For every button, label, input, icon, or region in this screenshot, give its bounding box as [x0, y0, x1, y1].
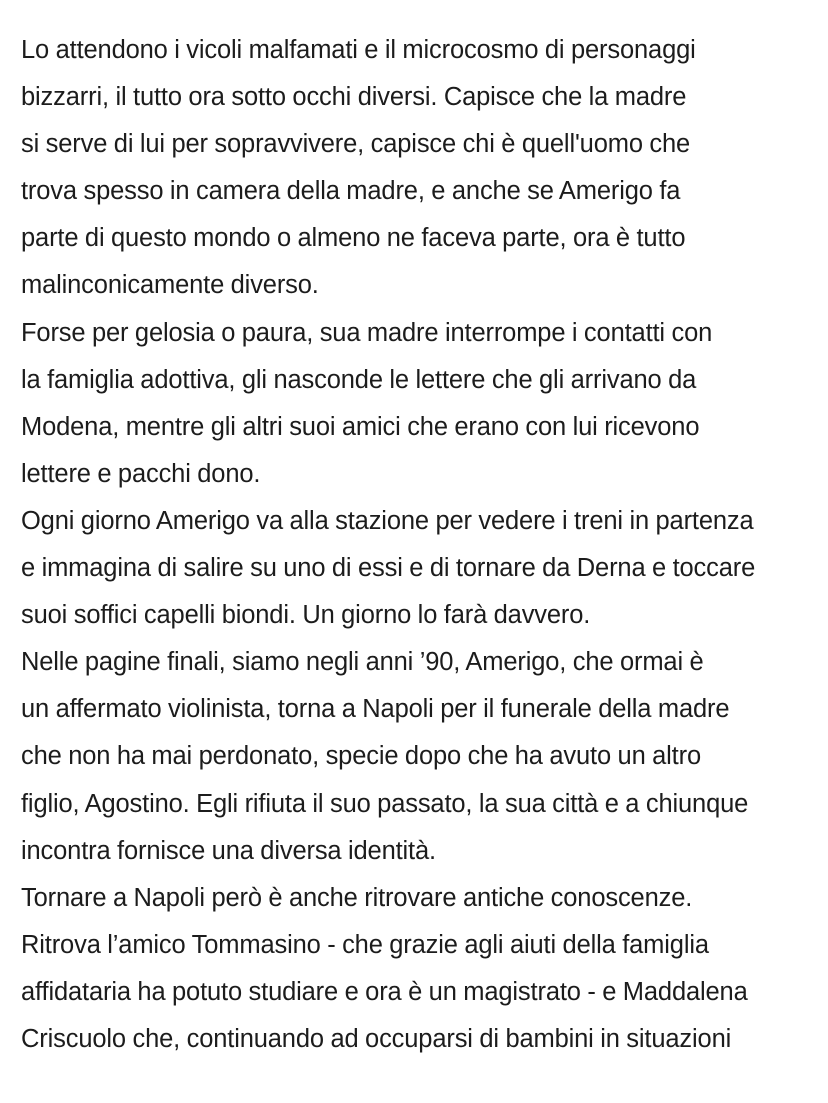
text-line: che non ha mai perdonato, specie dopo che ha avuto un altro — [21, 742, 701, 771]
text-line: Criscuolo che, continuando ad occuparsi di bambini in situazioni — [21, 1024, 732, 1053]
text-line: figlio, Agostino. Egli rifiuta il suo passato, la sua città e a chiunque — [21, 789, 749, 818]
text-line: bizzarri, il tutto ora sotto occhi diversi. Capisce che la madre — [21, 83, 687, 112]
text-line: e immagina di salire su uno di essi e di tornare da Derna e toccare — [21, 554, 756, 583]
text-line: affidataria ha potuto studiare e ora è un magistrato - e Maddalena — [21, 977, 748, 1006]
text-line: parte di questo mondo o almeno ne faceva parte, ora è tutto — [21, 224, 686, 253]
text-line: incontra fornisce una diversa identità. — [21, 836, 436, 865]
text-line: Ritrova l’amico Tommasino - che grazie agli aiuti della famiglia — [21, 930, 709, 959]
text-line: Nelle pagine finali, siamo negli anni ’90, Amerigo, che ormai è — [21, 648, 704, 677]
text-line: suoi soffici capelli biondi. Un giorno lo farà davvero. — [21, 601, 591, 630]
text-line: Forse per gelosia o paura, sua madre interrompe i contatti con — [21, 318, 713, 347]
text-line: un affermato violinista, torna a Napoli per il funerale della madre — [21, 695, 730, 724]
text-line: si serve di lui per sopravvivere, capisce chi è quell'uomo che — [21, 130, 691, 159]
text-line: Tornare a Napoli però è anche ritrovare antiche conoscenze. — [21, 883, 693, 912]
text-line: la famiglia adottiva, gli nasconde le lettere che gli arrivano da — [21, 365, 697, 394]
text-line: Modena, mentre gli altri suoi amici che erano con lui ricevono — [21, 412, 700, 441]
text-line: lettere e pacchi dono. — [21, 459, 261, 488]
text-line: trova spesso in camera della madre, e anche se Amerigo fa — [21, 177, 681, 206]
article-text — [21, 27, 821, 1063]
text-line: malinconicamente diverso. — [21, 271, 319, 300]
text-line: Ogni giorno Amerigo va alla stazione per vedere i treni in partenza — [21, 506, 754, 535]
text-line: Lo attendono i vicoli malfamati e il microcosmo di personaggi — [21, 36, 696, 64]
